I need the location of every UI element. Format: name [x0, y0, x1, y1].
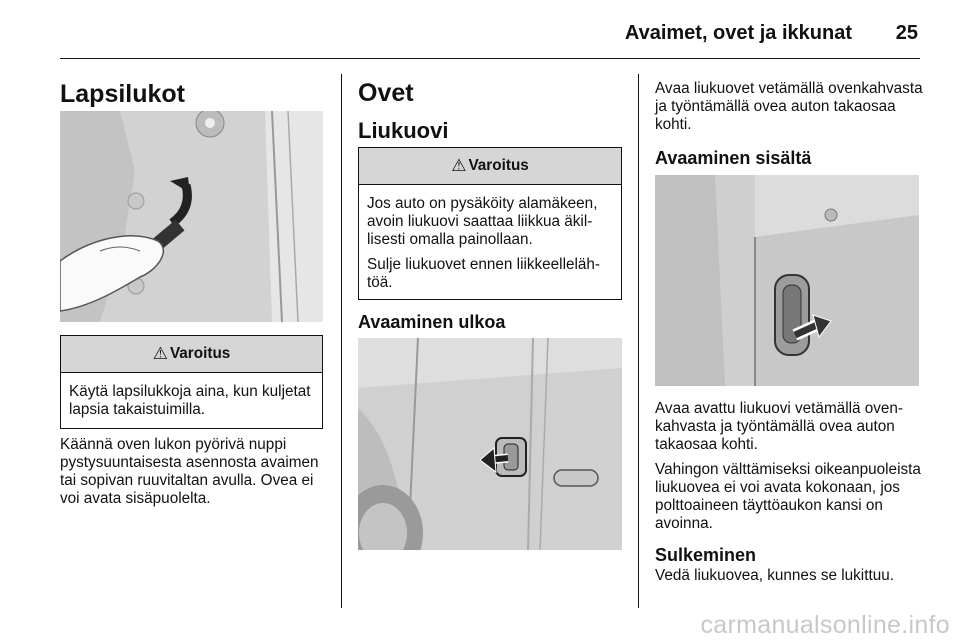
- watermark: carmanualsonline.info: [700, 611, 950, 639]
- warning-triangle-icon: ⚠: [152, 344, 168, 363]
- running-header-title: Avaimet, ovet ja ikkunat: [624, 22, 852, 44]
- warning-triangle-icon: ⚠: [451, 156, 467, 175]
- warning-header: [61, 336, 322, 373]
- opening-inside-paragraph-2: Vahingon välttämiseksi oikeanpuoleista liukuovea ei voi avata kokonaan, jos polttoaineen täyttöaukon kansi on avoinna.: [655, 461, 921, 532]
- sliding-door-warning-box: [358, 147, 622, 300]
- page-number: 25: [895, 22, 918, 44]
- child-locks-heading: Lapsilukot: [60, 80, 186, 108]
- column-divider-1: [341, 74, 342, 608]
- closing-text: [655, 567, 923, 592]
- doors-heading: Ovet: [358, 79, 414, 107]
- sliding-door-heading: Liukuovi: [358, 118, 449, 143]
- opening-inside-paragraph-1: Avaa avattu liukuovi vetämällä ovenkahvasta ja työntämällä ovea auton takaosaa kohti.: [655, 400, 904, 453]
- column-divider-2: [638, 74, 639, 608]
- closing-heading: Sulkeminen: [655, 545, 757, 565]
- opening-outside-paragraph: Avaa liukuovet vetämällä ovenkahvasta ja työntämällä ovea auton takaosaa kohti.: [655, 80, 923, 133]
- warning-title: Varoitus: [169, 345, 231, 362]
- warning-text: Käytä lapsilukkoja aina, kun kuljetat lapsia takaistuimilla.: [69, 383, 311, 418]
- warning-text-1: Jos auto on pysäköity alamäkeen, avoin liukuovi saattaa liikkua äkillisesti omalla painollaan.: [367, 195, 598, 248]
- header-divider: [60, 58, 920, 59]
- opening-inside-heading: Avaaminen sisältä: [655, 148, 812, 168]
- child-locks-body: [60, 436, 322, 515]
- child-locks-paragraph: Käännä oven lukon pyörivä nuppi pystysuuntaisesta asennosta avaimen tai sopivan ruuvitaltan avulla. Ovea ei voi avata sisäpuolelta.: [60, 436, 319, 507]
- closing-paragraph: Vedä liukuovea, kunnes se lukittuu.: [655, 567, 894, 584]
- warning-title: Varoitus: [468, 157, 529, 174]
- outside-handle-illustration: [358, 338, 622, 550]
- opening-outside-text: [655, 80, 923, 141]
- child-lock-illustration: [60, 111, 323, 322]
- child-locks-warning-box: [60, 335, 323, 429]
- opening-outside-heading: Avaaminen ulkoa: [358, 312, 506, 332]
- warning-header: [359, 148, 621, 185]
- opening-inside-text: [655, 400, 923, 540]
- warning-text-2: Sulje liukuovet ennen liikkeellelähtöä.: [367, 256, 601, 291]
- inside-handle-illustration: [655, 175, 919, 386]
